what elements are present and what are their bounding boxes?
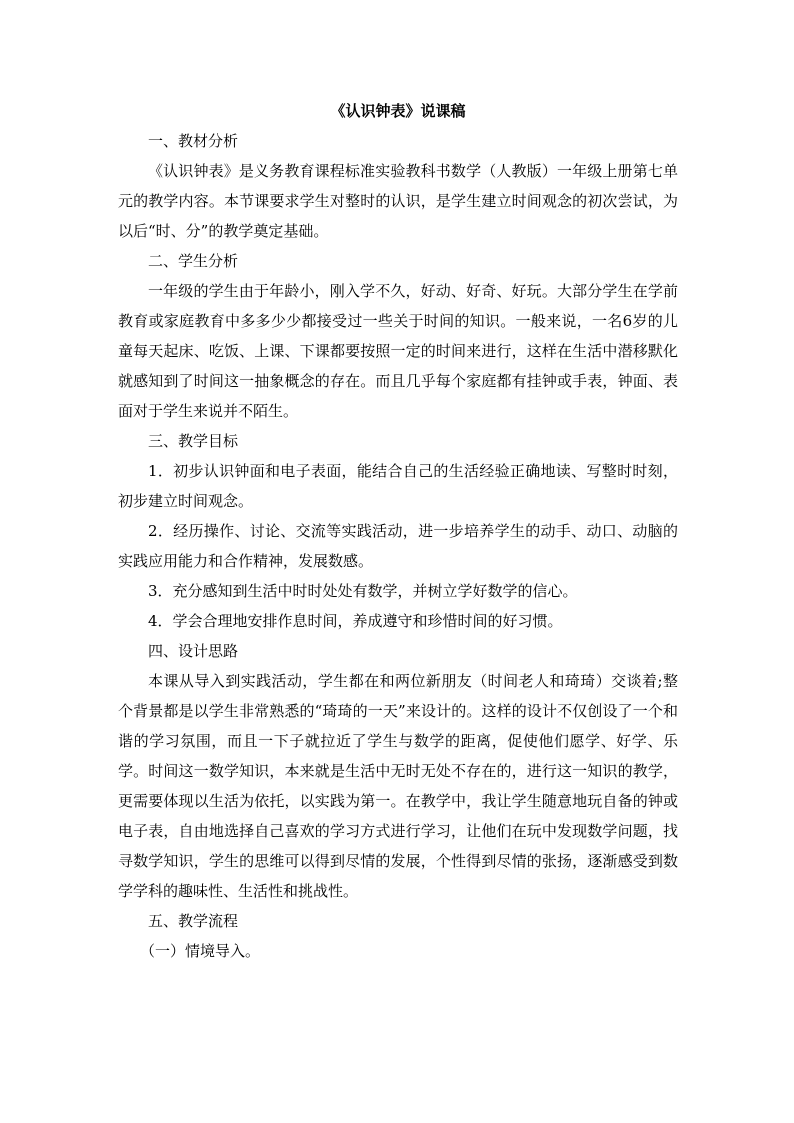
paragraph-students: 一年级的学生由于年龄小，刚入学不久，好动、好奇、好玩。大部分学生在学前教育或家庭教育中多多少少都接受过一些关于时间的知识。一般来说，一名6岁的儿童每天起床、吃饭、上课、下课都要按照一定的时间来进行，这样在生活中潜移默化就感知到了时间这一抽象概念的存在。而且几乎每个家庭都有挂钟或手表，钟面、表面对于学生来说并不陌生。	[118, 282, 678, 420]
goal-item-4: 4．学会合理地安排作息时间，养成遵守和珍惜时间的好习惯。	[148, 612, 563, 630]
document-title: 《认识钟表》说课稿	[330, 102, 466, 120]
goal-item-1: 1．初步认识钟面和电子表面，能结合自己的生活经验正确地读、写整时时刻，初步建立时间观念。	[118, 462, 678, 510]
paragraph-design: 本课从导入到实践活动，学生都在和两位新朋友（时间老人和琦琦）交谈着;整个背景都是以学生非常熟悉的“琦琦的一天”来设计的。这样的设计不仅创设了一个和谐的学习氛围，而且一下子就拉近了学生与数学的距离，促使他们愿学、好学、乐学。时间这一数学知识，本来就是生活中无时无处不存在的，进行这一知识的教学，更需要体现以生活为依托，以实践为第一。在教学中，我让学生随意地玩自备的钟或电子表，自由地选择自己喜欢的学习方式进行学习，让他们在玩中发现数学问题，找寻数学知识，学生的思维可以得到尽情的发展，个性得到尽情的张扬，逐渐感受到数学学科的趣味性、生活性和挑战性。	[118, 672, 678, 900]
section-heading-goals: 三、教学目标	[148, 432, 239, 450]
section-heading-materials: 一、教材分析	[148, 132, 239, 150]
section-heading-process: 五、教学流程	[148, 912, 239, 930]
goal-item-3: 3．充分感知到生活中时时处处有数学，并树立学好数学的信心。	[148, 582, 578, 600]
goal-item-2: 2．经历操作、讨论、交流等实践活动，进一步培养学生的动手、动口、动脑的实践应用能力和合作精神，发展数感。	[118, 522, 678, 570]
paragraph-materials: 《认识钟表》是义务教育课程标准实验教科书数学（人教版）一年级上册第七单元的教学内容。本节课要求学生对整时的认识，是学生建立时间观念的初次尝试，为以后“时、分”的教学奠定基础。	[118, 162, 678, 240]
document-page	[118, 96, 678, 966]
section-heading-students: 二、学生分析	[148, 252, 239, 270]
subheading-situation-intro: （一）情境导入。	[140, 942, 261, 960]
section-heading-design: 四、设计思路	[148, 642, 239, 660]
